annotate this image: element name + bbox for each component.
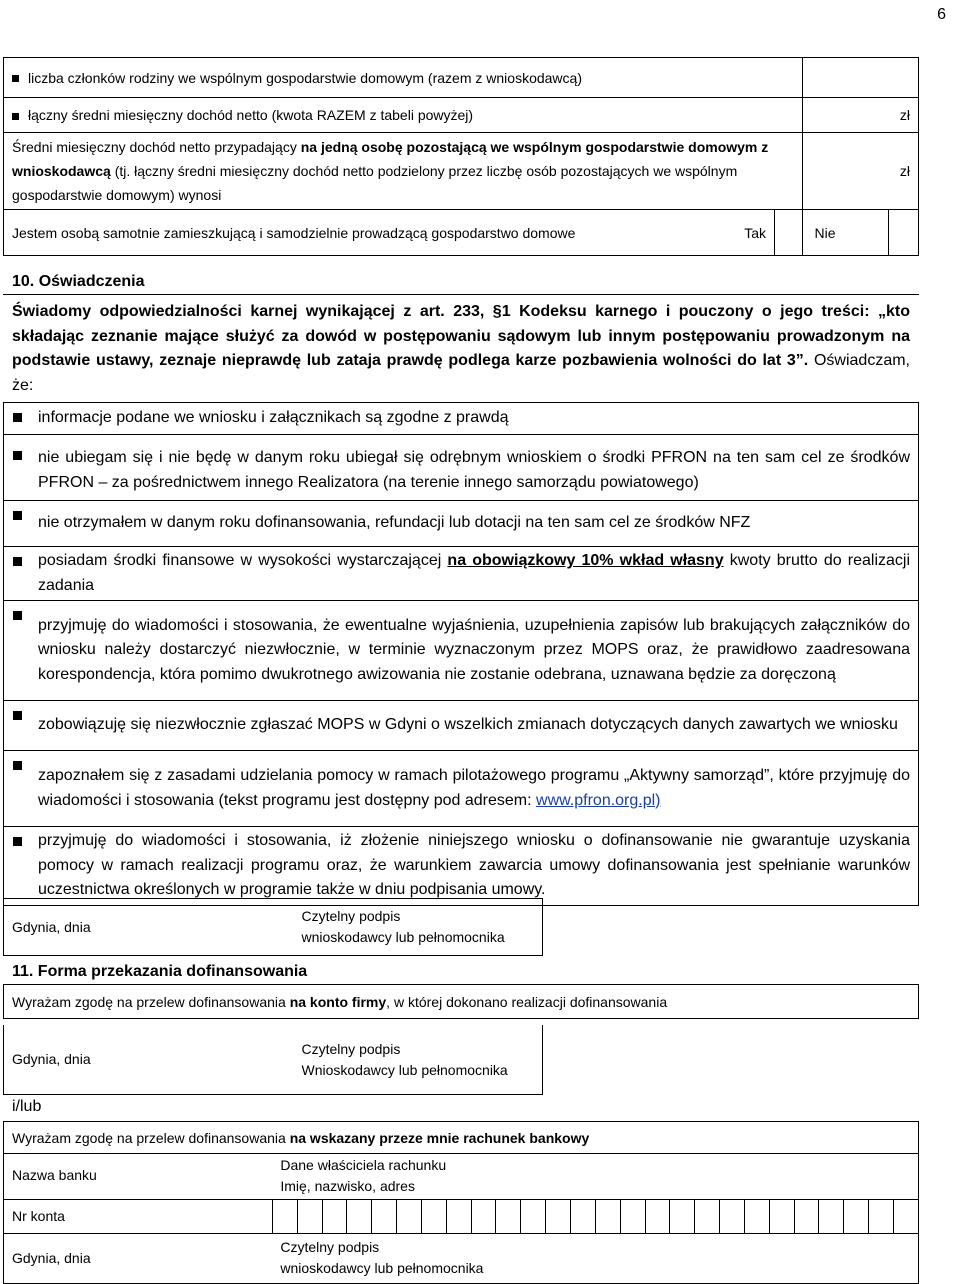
declaration-item: informacje podane we wniosku i załącznikach są zgodne z prawdą — [4, 403, 919, 435]
row-per-person-income: Średni miesięczny dochód netto przypadający na jedną osobę pozostającą we wspólnym gospodarstwie domowym z wnioskodawcą (tj. łączny średni miesięczny dochód netto podzielony przez liczbę osób pozostających we wspólnym gospodarstwie domowym) wynosi — [4, 133, 803, 210]
square-bullet-icon — [13, 837, 22, 846]
option-nie-box[interactable] — [888, 210, 918, 255]
square-bullet-icon — [13, 711, 22, 720]
account-owner-field[interactable]: Dane właściciela rachunku Imię, nazwisko, adres — [272, 1153, 918, 1199]
account-digit[interactable] — [496, 1199, 521, 1233]
option-nie[interactable]: Nie — [802, 210, 918, 256]
option-tak-box[interactable] — [774, 210, 802, 256]
account-digit[interactable] — [521, 1199, 546, 1233]
square-bullet-icon — [13, 451, 22, 460]
bank-details-form — [3, 1153, 919, 1284]
declarations-list — [3, 402, 919, 906]
account-digit[interactable] — [297, 1199, 322, 1233]
consent-own-account: Wyrażam zgodę na przelew dofinansowania na wskazany przeze mnie rachunek bankowy — [4, 1122, 919, 1154]
account-number-row — [4, 1199, 919, 1233]
account-digit[interactable] — [893, 1199, 918, 1233]
account-digit[interactable] — [645, 1199, 670, 1233]
account-digit[interactable] — [595, 1199, 620, 1233]
signature-field[interactable]: Czytelny podpis Wnioskodawcy lub pełnomocnika — [294, 1025, 543, 1095]
account-digit[interactable] — [794, 1199, 819, 1233]
square-bullet-icon — [12, 75, 19, 82]
account-digit[interactable] — [670, 1199, 695, 1233]
income-table — [3, 57, 919, 256]
square-bullet-icon — [12, 113, 19, 120]
page-number: 6 — [937, 6, 946, 23]
bank-name-field[interactable]: Nazwa banku — [4, 1153, 273, 1199]
square-bullet-icon — [13, 413, 22, 422]
signature-box-2 — [3, 1025, 543, 1095]
account-number-label: Nr konta — [4, 1199, 273, 1233]
account-digit[interactable] — [769, 1199, 794, 1233]
account-digit[interactable] — [347, 1199, 372, 1233]
consent-company-account: Wyrażam zgodę na przelew dofinansowania na konto firmy, w której dokonano realizacji dofinansowania — [4, 985, 919, 1019]
row-members: liczba członków rodziny we wspólnym gospodarstwie domowym (razem z wnioskodawcą) — [4, 58, 803, 98]
date-field[interactable]: Gdynia, dnia — [4, 899, 294, 956]
signature-box-1 — [3, 898, 543, 956]
date-field[interactable]: Gdynia, dnia — [4, 1233, 273, 1283]
consent-box-2 — [3, 1121, 919, 1154]
account-digit[interactable] — [322, 1199, 347, 1233]
account-digit[interactable] — [570, 1199, 595, 1233]
account-digit[interactable] — [546, 1199, 571, 1233]
divider — [3, 294, 919, 295]
account-digit[interactable] — [620, 1199, 645, 1233]
account-digit[interactable] — [372, 1199, 397, 1233]
section-10-title: 10. Oświadczenia — [12, 273, 145, 290]
square-bullet-icon — [13, 761, 22, 770]
date-field[interactable]: Gdynia, dnia — [4, 1025, 294, 1095]
account-digit[interactable] — [720, 1199, 745, 1233]
signature-field[interactable]: Czytelny podpis wnioskodawcy lub pełnomocnika — [294, 899, 543, 956]
square-bullet-icon — [13, 611, 22, 620]
declaration-item: przyjmuję do wiadomości i stosowania, że ewentualne wyjaśnienia, uzupełnienia zapisów lub brakujących załączników do wniosku należy dostarczyć niezwłocznie, w terminie wyznaczonym przez MOPS oraz, że prawidłowo zaadresowana korespondencja, która pomimo dwukrotnego awizowania nie zostanie odebrana, uznawana będzie za doręczoną — [4, 601, 919, 701]
declaration-item: nie ubiegam się i nie będę w danym roku ubiegał się odrębnym wnioskiem o środki PFRON na ten sam cel ze środków PFRON – za pośrednictwem innego Realizatora (na terenie innego samorządu powiatowego) — [4, 435, 919, 501]
account-digit[interactable] — [421, 1199, 446, 1233]
square-bullet-icon — [13, 511, 22, 520]
total-income-cell[interactable]: zł — [802, 98, 918, 133]
square-bullet-icon — [13, 557, 22, 566]
account-digit[interactable] — [272, 1199, 297, 1233]
declaration-item: przyjmuję do wiadomości i stosowania, iż złożenie niniejszego wniosku o dofinansowanie nie gwarantuje uzyskania pomocy w ramach realizacji programu oraz, że warunkiem zawarcia umowy dofinansowania jest spełnianie warunków uczestnictwa określonych w programie także w dniu podpisania umowy. — [4, 827, 919, 906]
account-digit[interactable] — [744, 1199, 769, 1233]
option-tak[interactable]: Tak — [719, 210, 774, 256]
consent-box-1 — [3, 984, 919, 1019]
or-label: i/lub — [12, 1098, 42, 1115]
account-digit[interactable] — [397, 1199, 422, 1233]
members-value-cell[interactable] — [802, 58, 918, 98]
declaration-item: zapoznałem się z zasadami udzielania pomocy w ramach pilotażowego programu „Aktywny samorząd”, które przyjmuję do wiadomości i stosowania (tekst programu jest dostępny pod adresem: www.pfron.org.pl) — [4, 751, 919, 827]
section-11-title: 11. Forma przekazania dofinansowania — [12, 963, 308, 980]
per-person-income-cell[interactable]: zł — [802, 133, 918, 210]
account-digit[interactable] — [819, 1199, 844, 1233]
account-digit[interactable] — [471, 1199, 496, 1233]
declaration-item: posiadam środki finansowe w wysokości wystarczającej na obowiązkowy 10% wkład własny kwoty brutto do realizacji zadania — [4, 547, 919, 601]
signature-field[interactable]: Czytelny podpis wnioskodawcy lub pełnomocnika — [272, 1233, 918, 1283]
declaration-item: zobowiązuję się niezwłocznie zgłaszać MOPS w Gdyni o wszelkich zmianach dotyczących danych zawartych we wniosku — [4, 701, 919, 751]
account-digit[interactable] — [869, 1199, 894, 1233]
pfron-link[interactable]: www.pfron.org.pl) — [536, 791, 661, 809]
account-digit[interactable] — [844, 1199, 869, 1233]
row-living-alone: Jestem osobą samotnie zamieszkującą i samodzielnie prowadzącą gospodarstwo domowe — [4, 210, 720, 256]
account-digit[interactable] — [695, 1199, 720, 1233]
account-digit[interactable] — [446, 1199, 471, 1233]
row-total-income: łączny średni miesięczny dochód netto (kwota RAZEM z tabeli powyżej) — [4, 98, 803, 133]
declaration-intro: Świadomy odpowiedzialności karnej wynikającej z art. 233, §1 Kodeksu karnego i pouczony o jego treści: „kto składając zeznanie mające służyć za dowód w postępowaniu sądowym lub innym postępowaniu prowadzonym na podstawie ustawy, zeznaje nieprawdę lub zataja prawdę podlega karze pozbawienia wolności do lat 3”. Oświadczam, że: — [12, 303, 910, 394]
declaration-item: nie otrzymałem w danym roku dofinansowania, refundacji lub dotacji na ten sam cel ze środków NFZ — [4, 501, 919, 547]
